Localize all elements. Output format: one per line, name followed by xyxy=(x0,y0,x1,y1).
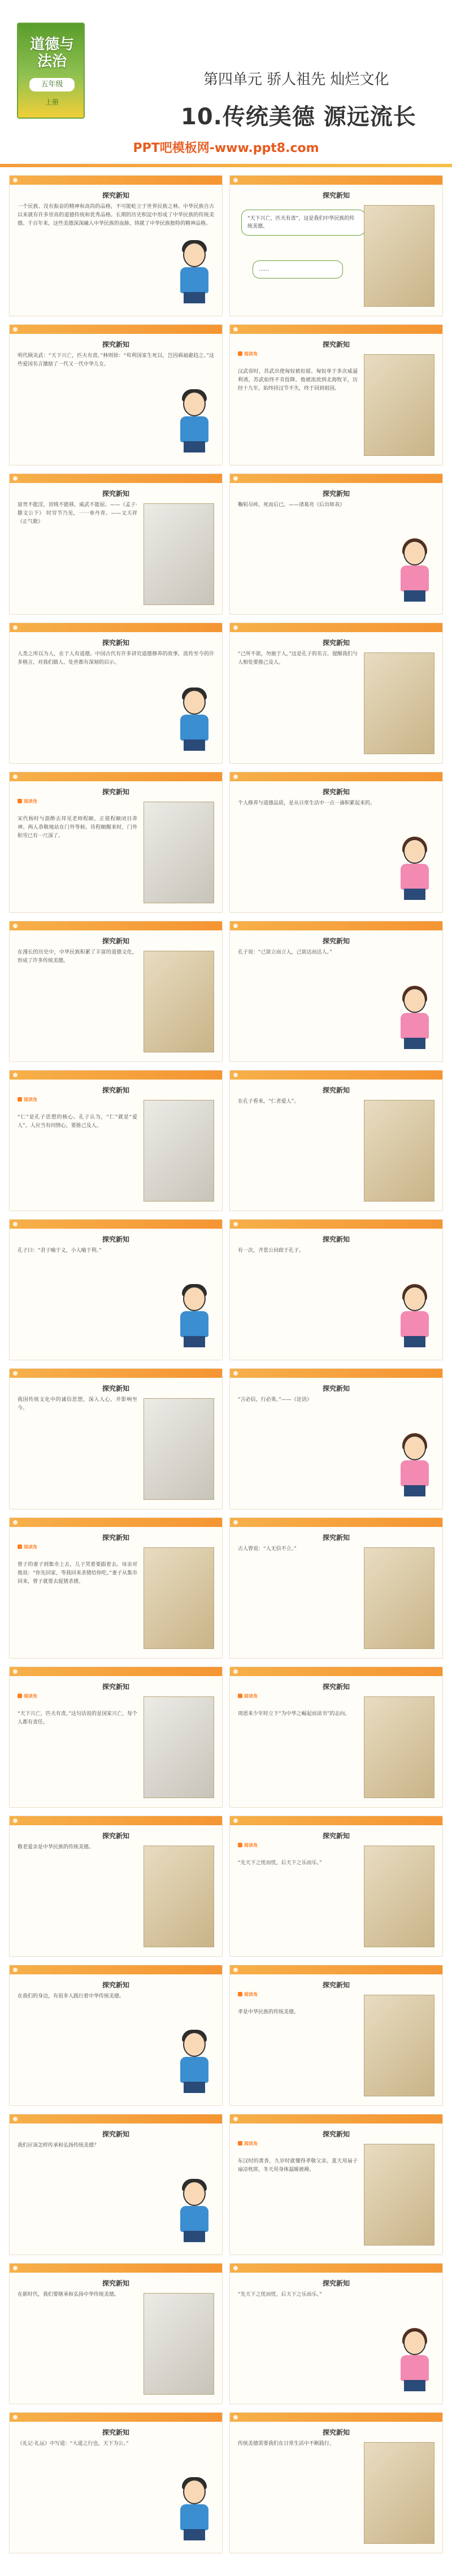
figure-face xyxy=(403,541,426,565)
slide-tag: 探究新知 xyxy=(322,937,350,945)
slide-text: “先天下之忧而忧，后天下之乐而乐。” xyxy=(238,1860,322,1866)
figure-pants xyxy=(184,739,205,751)
reading-corner-label: 阅读角 xyxy=(18,1544,37,1550)
lesson-title: 10.传统美德 源远流长 xyxy=(181,104,416,130)
slide-card xyxy=(229,473,443,615)
illustration-image xyxy=(144,1100,214,1202)
slide-header-bar xyxy=(230,1816,442,1825)
slide-card xyxy=(229,623,443,764)
cover-divider xyxy=(0,164,452,167)
illustration-image xyxy=(364,2144,434,2246)
textbook-cover xyxy=(17,23,85,119)
header-dot-icon xyxy=(13,1520,18,1525)
slide-card xyxy=(229,2114,443,2255)
figure-face xyxy=(403,2330,426,2355)
student-figure xyxy=(175,2181,214,2243)
student-figure xyxy=(395,541,434,603)
figure-pants xyxy=(404,1336,425,1347)
slide-header-bar xyxy=(230,325,442,334)
slide-text: 东汉时的黄香，九岁时就懂得孝敬父亲。夏天用扇子扇凉枕席，冬天用身体温暖被褥。 xyxy=(238,2159,358,2173)
slide-tag: 探究新知 xyxy=(102,1086,129,1094)
slide-card xyxy=(9,473,223,615)
slide-text: 曾子的妻子到集市上去，儿子哭着要跟着去。母亲对他说：“你先回家，等我回来杀猪给你吃。”妻子从集市回来，曾子就要去捉猪杀猪。 xyxy=(18,1562,137,1585)
slide-text: 汉武帝时，苏武出使匈奴被扣留。匈奴单于多次威逼利诱，苏武始终不肯投降。他被流放到北海牧羊，历经十九年，始终持汉节不失，终于回到祖国。 xyxy=(238,369,358,391)
figure-shirt xyxy=(180,267,208,293)
slide-header-bar xyxy=(10,1220,222,1229)
slide-card xyxy=(229,1666,443,1808)
slide-header-bar xyxy=(230,623,442,632)
slide-card xyxy=(9,623,223,764)
slide-text: 鞠躬尽瘁，死而后已。——诸葛亮《后出师表》 xyxy=(238,502,345,508)
student-figure xyxy=(395,839,434,901)
slide-header-bar xyxy=(10,474,222,483)
figure-pants xyxy=(404,2380,425,2391)
figure-shirt xyxy=(180,2206,208,2232)
slide-card xyxy=(229,2412,443,2553)
slide-header-bar xyxy=(10,1071,222,1080)
slide-card xyxy=(9,175,223,316)
slide-text: 在我们的身边，有很多人践行着中华传统美德。 xyxy=(18,1994,125,1999)
slide-tag: 探究新知 xyxy=(102,341,129,349)
illustration-image xyxy=(364,2442,434,2544)
slide-header-bar xyxy=(230,176,442,185)
slide-card xyxy=(9,1666,223,1808)
illustration-image xyxy=(364,652,434,754)
slide-card xyxy=(229,2263,443,2404)
slide-tag: 探究新知 xyxy=(322,490,350,498)
header-dot-icon xyxy=(13,1073,18,1077)
figure-shirt xyxy=(180,2057,208,2083)
slide-header-bar xyxy=(230,1518,442,1527)
slide-text: 在漫长的历史中，中华民族积累了丰富的道德文化，形成了许多传统美德。 xyxy=(18,950,137,964)
illustration-image xyxy=(364,354,434,456)
slide-header-bar xyxy=(230,1667,442,1676)
slide-tag: 探究新知 xyxy=(322,341,350,349)
figure-face xyxy=(183,2181,206,2206)
slide-header-bar xyxy=(10,921,222,930)
slide-tag: 探究新知 xyxy=(102,1832,129,1840)
figure-shirt xyxy=(180,416,208,442)
slide-header-bar xyxy=(10,1667,222,1676)
header-dot-icon xyxy=(233,1222,238,1226)
header-dot-icon xyxy=(13,625,18,630)
illustration-image xyxy=(364,1846,434,1947)
figure-shirt xyxy=(401,864,429,890)
slide-tag: 探究新知 xyxy=(102,1235,129,1243)
slide-card xyxy=(9,1368,223,1509)
reading-corner-label: 阅读角 xyxy=(18,1693,37,1699)
illustration-image xyxy=(364,1547,434,1649)
slide-tag: 探究新知 xyxy=(102,1534,129,1542)
figure-pants xyxy=(184,2231,205,2242)
slide-header-bar xyxy=(230,2264,442,2273)
slide-text: 传统美德需要我们在日常生活中不断践行。 xyxy=(238,2441,335,2447)
slide-card xyxy=(9,921,223,1062)
figure-shirt xyxy=(180,1311,208,1337)
slide-card xyxy=(9,1219,223,1360)
slide-tag: 探究新知 xyxy=(102,1981,129,1989)
slide-header-bar xyxy=(230,1965,442,1974)
figure-face xyxy=(403,988,426,1013)
slide-header-bar xyxy=(10,176,222,185)
figure-shirt xyxy=(180,2504,208,2530)
slide-card xyxy=(9,2412,223,2553)
unit-title: 第四单元 骄人祖先 灿烂文化 xyxy=(203,71,389,88)
figure-pants xyxy=(184,1336,205,1347)
figure-face xyxy=(403,1435,426,1460)
figure-face xyxy=(183,2032,206,2057)
cover-slide xyxy=(0,0,452,169)
slide-card xyxy=(229,1070,443,1211)
slide-text: “仁”是孔子思想的核心。孔子认为，“仁”就是“爱人”。人应当有同情心，要推己及人。 xyxy=(18,1115,137,1129)
header-dot-icon xyxy=(233,625,238,630)
slide-text: 一个民族、没有振奋的精神和高尚的品格，不可能屹立于世界民族之林。中华民族自古以来就有许多崇高的道德传统和优秀品格。长期的历史积淀中形成了中华民族的传统美德。千百年来，这些美德深深融入中华民族的血脉，铸就了中华民族独特的精神品格。 xyxy=(18,204,214,227)
illustration-image xyxy=(144,1696,214,1798)
slide-tag: 探究新知 xyxy=(322,2279,350,2287)
student-figure xyxy=(175,2479,214,2542)
header-dot-icon xyxy=(233,774,238,779)
slide-tag: 探究新知 xyxy=(322,1981,350,1989)
slide-tag: 探究新知 xyxy=(102,2130,129,2138)
book-part: 上册 xyxy=(45,98,59,106)
slide-text: 周恩来少年时立下“为中华之崛起而读书”的志向。 xyxy=(238,1711,350,1717)
header-dot-icon xyxy=(233,1818,238,1823)
header-dot-icon xyxy=(233,1669,238,1674)
site-name: PPT吧模板网-www.ppt8.com xyxy=(133,141,319,155)
slide-text: 人类之所以为人，在于人有道德。中国古代有许多讲究道德修养的故事，流传至今的许多格言，对我们做人、处世都有深刻的启示。 xyxy=(18,651,214,665)
header-dot-icon xyxy=(13,1968,18,1972)
slide-tag: 探究新知 xyxy=(102,192,129,199)
slide-card xyxy=(229,1816,443,1957)
slide-card xyxy=(229,324,443,465)
slide-tag: 探究新知 xyxy=(322,639,350,647)
slide-header-bar xyxy=(10,1965,222,1974)
header-dot-icon xyxy=(233,327,238,332)
slide-text: 孔子曰：“君子喻于义，小人喻于利。” xyxy=(18,1248,102,1254)
figure-face xyxy=(183,2479,206,2504)
illustration-image xyxy=(144,802,214,903)
illustration-image xyxy=(364,1995,434,2096)
slide-card xyxy=(9,772,223,913)
slide-card xyxy=(229,921,443,1062)
slide-header-bar xyxy=(10,2114,222,2124)
header-dot-icon xyxy=(233,1073,238,1077)
slide-text: “己所不欲，勿施于人。”这是孔子的名言，提醒我们与人相处要推己及人。 xyxy=(238,651,358,665)
slide-tag: 探究新知 xyxy=(102,490,129,498)
slide-tag: 探究新知 xyxy=(322,1086,350,1094)
slide-card xyxy=(229,1219,443,1360)
book-title: 道德与法治 xyxy=(29,36,74,70)
slide-card xyxy=(9,1070,223,1211)
illustration-image xyxy=(144,951,214,1052)
student-figure xyxy=(175,690,214,752)
illustration-image xyxy=(144,1547,214,1649)
header-dot-icon xyxy=(13,2415,18,2420)
slide-card xyxy=(9,1965,223,2106)
figure-face xyxy=(403,1286,426,1311)
figure-pants xyxy=(184,2529,205,2540)
slide-card xyxy=(9,2263,223,2404)
figure-pants xyxy=(184,292,205,303)
slide-text: “言必信，行必果。”——《论语》 xyxy=(238,1397,312,1403)
slide-text: 我们应该怎样传承和弘扬传统美德？ xyxy=(18,2143,99,2148)
slide-tag: 探究新知 xyxy=(322,2429,350,2436)
slide-card xyxy=(9,2114,223,2255)
slide-text: 敬老爱亲是中华民族的传统美德。 xyxy=(18,1844,94,1850)
header-dot-icon xyxy=(233,1371,238,1376)
reading-corner-label: 阅读角 xyxy=(238,2140,258,2147)
slide-tag: 探究新知 xyxy=(102,2429,129,2436)
header-dot-icon xyxy=(13,178,18,182)
student-figure xyxy=(395,1435,434,1498)
slide-tag: 探究新知 xyxy=(322,2130,350,2138)
student-figure xyxy=(395,1286,434,1348)
illustration-image xyxy=(144,1398,214,1500)
slide-card xyxy=(229,1368,443,1509)
figure-face xyxy=(183,690,206,715)
figure-pants xyxy=(404,1038,425,1049)
header-dot-icon xyxy=(233,476,238,481)
illustration-image xyxy=(144,2293,214,2395)
speech-bubble: …… xyxy=(253,260,343,279)
figure-face xyxy=(183,242,206,267)
student-figure xyxy=(175,391,214,454)
reading-corner-label: 阅读角 xyxy=(238,1991,258,1998)
illustration-image xyxy=(144,503,214,605)
slide-text: 明代顾炎武：“天下兴亡，匹夫有责。”林则徐：“苟利国家生死以，岂因祸福避趋之。”这些爱国名言激励了一代又一代中华儿女。 xyxy=(18,353,214,367)
header-dot-icon xyxy=(13,2117,18,2121)
reading-corner-label: 阅读角 xyxy=(238,351,258,357)
header-dot-icon xyxy=(13,774,18,779)
header-dot-icon xyxy=(13,1371,18,1376)
slide-tag: 探究新知 xyxy=(102,937,129,945)
slide-header-bar xyxy=(230,1220,442,1229)
illustration-image xyxy=(144,1846,214,1947)
header-dot-icon xyxy=(233,2266,238,2270)
slide-header-bar xyxy=(10,1816,222,1825)
figure-pants xyxy=(184,441,205,452)
slide-header-bar xyxy=(10,1518,222,1527)
slide-header-bar xyxy=(10,325,222,334)
student-figure xyxy=(175,242,214,304)
student-figure xyxy=(175,1286,214,1348)
figure-shirt xyxy=(401,1311,429,1337)
book-grade: 五年级 xyxy=(29,78,75,92)
figure-pants xyxy=(404,590,425,602)
figure-shirt xyxy=(180,715,208,741)
slide-tag: 探究新知 xyxy=(322,788,350,796)
slide-tag: 探究新知 xyxy=(102,1385,129,1393)
header-dot-icon xyxy=(233,1968,238,1972)
slide-tag: 探究新知 xyxy=(102,1683,129,1691)
student-figure xyxy=(395,2330,434,2392)
slide-tag: 探究新知 xyxy=(322,192,350,199)
slide-tag: 探究新知 xyxy=(322,1683,350,1691)
student-figure xyxy=(175,2032,214,2094)
figure-shirt xyxy=(401,1013,429,1039)
slide-header-bar xyxy=(10,772,222,781)
reading-corner-label: 阅读角 xyxy=(238,1693,258,1699)
reading-corner-label: 阅读角 xyxy=(238,1842,258,1848)
slide-tag: 探究新知 xyxy=(322,1832,350,1840)
slide-card xyxy=(9,324,223,465)
figure-face xyxy=(183,391,206,416)
figure-face xyxy=(183,1286,206,1311)
slide-card xyxy=(229,1517,443,1659)
slide-card xyxy=(229,1965,443,2106)
slide-header-bar xyxy=(10,623,222,632)
header-dot-icon xyxy=(233,2415,238,2420)
slide-text: 我国传统文化中的诚信思想，深入人心，并影响至今。 xyxy=(18,1397,137,1411)
header-dot-icon xyxy=(233,1520,238,1525)
slide-tag: 探究新知 xyxy=(102,2279,129,2287)
header-dot-icon xyxy=(13,1669,18,1674)
header-dot-icon xyxy=(233,924,238,928)
header-dot-icon xyxy=(13,476,18,481)
slide-text: 在孔子看来，“仁者爱人”。 xyxy=(238,1099,299,1104)
figure-pants xyxy=(404,889,425,900)
illustration-image xyxy=(364,1100,434,1202)
slide-card xyxy=(229,772,443,913)
slide-text: 宋代杨时与游酢去拜见老师程颐，正值程颐闭目养神。两人恭敬地站在门外等候。待程颐醒来时，门外积雪已有一尺深了。 xyxy=(18,816,137,839)
figure-pants xyxy=(404,1485,425,1496)
speech-bubble: “天下兴亡，匹夫有责”，这是我们中华民族的传统美德。 xyxy=(241,210,366,236)
slide-text: 在新时代，我们要继承和弘扬中华传统美德。 xyxy=(18,2292,120,2297)
header-dot-icon xyxy=(233,178,238,182)
student-figure xyxy=(395,988,434,1050)
illustration-image xyxy=(364,205,434,307)
slide-text: “天下兴亡，匹夫有责。”这句话说的是国家兴亡，每个人都有责任。 xyxy=(18,1711,137,1725)
slide-card xyxy=(9,1816,223,1957)
figure-shirt xyxy=(401,565,429,591)
slide-text: 孝是中华民族的传统美德。 xyxy=(238,2009,299,2015)
reading-corner-label: 阅读角 xyxy=(18,798,37,804)
header-dot-icon xyxy=(233,2117,238,2121)
slide-text: 古人曾说：“人无信不立。” xyxy=(238,1546,297,1552)
slide-text: 富贵不能淫，贫贱不能移，威武不能屈。——《孟子·滕文公下》 时穷节乃见，一一垂丹青。——文天祥《正气歌》 xyxy=(18,502,137,525)
slide-header-bar xyxy=(10,2413,222,2422)
slide-text: 《礼记·礼运》中写道：“大道之行也，天下为公。” xyxy=(18,2441,129,2447)
slide-text: 个人修养与道德品质，是从日常生活中一点一滴积累起来的。 xyxy=(238,800,376,806)
header-dot-icon xyxy=(13,1818,18,1823)
slide-header-bar xyxy=(230,474,442,483)
slide-header-bar xyxy=(230,1369,442,1378)
header-dot-icon xyxy=(13,327,18,332)
header-dot-icon xyxy=(13,924,18,928)
slide-header-bar xyxy=(230,2413,442,2422)
slide-tag: 探究新知 xyxy=(322,1385,350,1393)
slide-tag: 探究新知 xyxy=(322,1235,350,1243)
slide-header-bar xyxy=(230,772,442,781)
slide-tag: 探究新知 xyxy=(102,788,129,796)
slide-header-bar xyxy=(230,1071,442,1080)
slide-tag: 探究新知 xyxy=(102,639,129,647)
slide-text: “先天下之忧而忧，后天下之乐而乐。” xyxy=(238,2292,322,2297)
slide-text: 孔子说：“己欲立而立人，己欲达而达人。” xyxy=(238,950,332,955)
slide-text: 有一次，齐景公问政于孔子。 xyxy=(238,1248,305,1254)
header-dot-icon xyxy=(13,2266,18,2270)
header-dot-icon xyxy=(13,1222,18,1226)
figure-face xyxy=(403,839,426,864)
figure-shirt xyxy=(401,2355,429,2381)
slide-header-bar xyxy=(230,921,442,930)
reading-corner-label: 阅读角 xyxy=(18,1096,37,1103)
figure-shirt xyxy=(401,1460,429,1486)
slide-header-bar xyxy=(10,1369,222,1378)
slide-card xyxy=(229,175,443,316)
slide-header-bar xyxy=(230,2114,442,2124)
slide-tag: 探究新知 xyxy=(322,1534,350,1542)
slide-card xyxy=(9,1517,223,1659)
illustration-image xyxy=(364,1696,434,1798)
slide-header-bar xyxy=(10,2264,222,2273)
figure-pants xyxy=(184,2082,205,2093)
